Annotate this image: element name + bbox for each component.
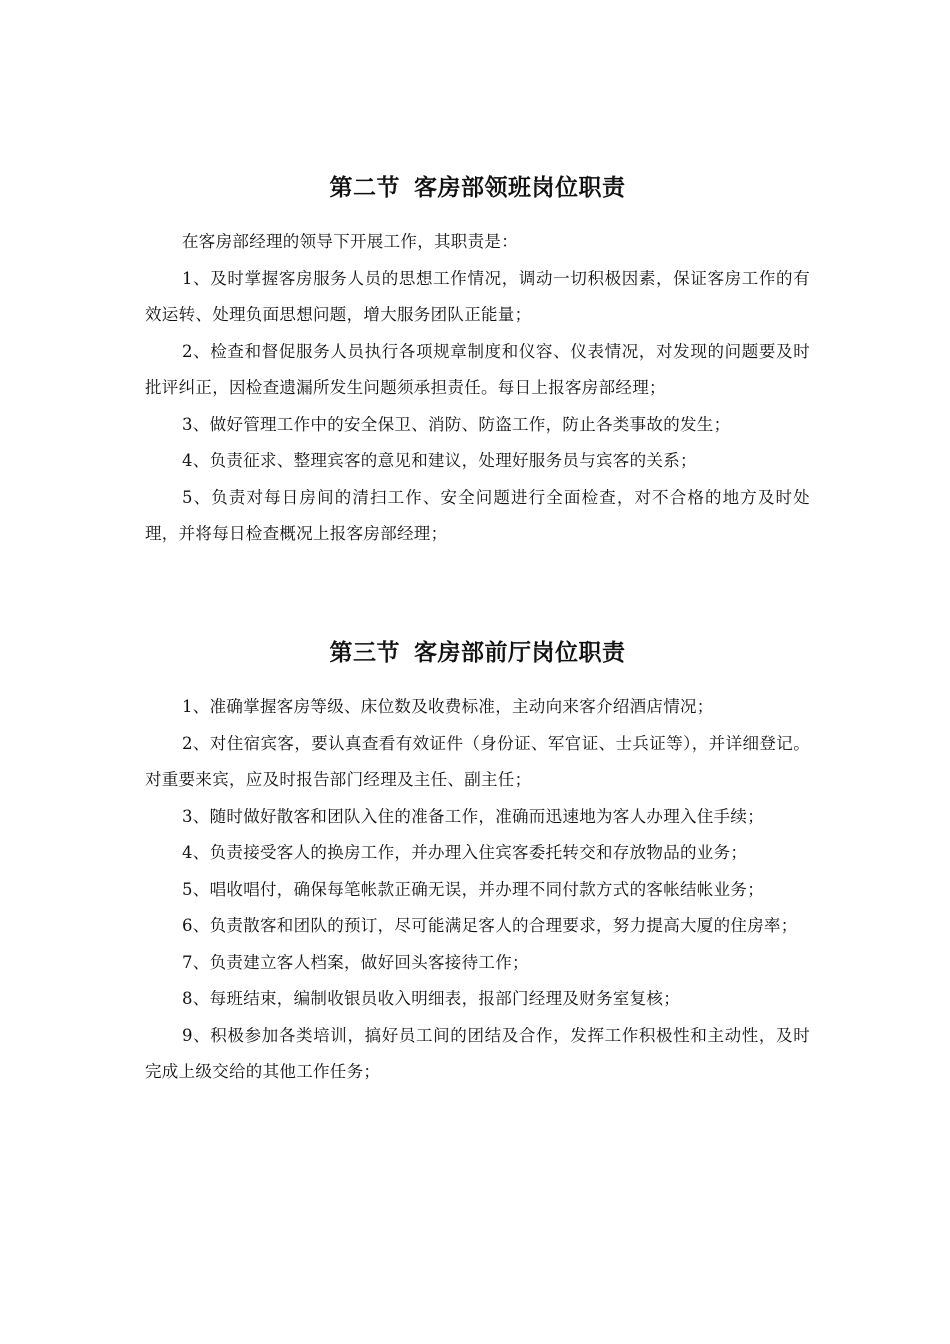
paragraph: 4、负责接受客人的换房工作，并办理入住宾客委托转交和存放物品的业务；	[182, 843, 748, 862]
section-body	[145, 224, 810, 553]
section-title: 客房部领班岗位职责	[414, 175, 626, 201]
paragraph: 2、对住宿宾客，要认真查看有效证件（身份证、军官证、士兵证等），并详细登记。对重要来宾，应及时报告部门经理及主任、副主任；	[145, 733, 810, 789]
paragraph: 5、唱收唱付，确保每笔帐款正确无误，并办理不同付款方式的客帐结帐业务；	[182, 879, 764, 899]
paragraph: 3、做好管理工作中的安全保卫、消防、防盗工作，防止各类事故的发生；	[182, 414, 731, 434]
paragraph: 5、负责对每日房间的清扫工作、安全问题进行全面检查，对不合格的地方及时处理，并将每日检查概况上报客房部经理；	[145, 487, 810, 543]
section-heading	[145, 635, 810, 671]
paragraph: 6、负责散客和团队的预订，尽可能满足客人的合理要求，努力提高大厦的住房率；	[182, 916, 798, 935]
paragraph: 在客房部经理的领导下开展工作，其职责是：	[182, 232, 518, 251]
paragraph: 3、随时做好散客和团队入住的准备工作，准确而迅速地为客人办理入住手续；	[182, 806, 764, 826]
section-title: 客房部前厅岗位职责	[414, 640, 626, 666]
paragraph: 1、准确掌握客房等级、床位数及收费标准，主动向来客介绍酒店情况；	[182, 697, 714, 716]
paragraph: 7、负责建立客人档案，做好回头客接待工作；	[182, 952, 529, 972]
paragraph: 1、及时掌握客房服务人员的思想工作情况，调动一切积极因素，保证客房工作的有效运转、处理负面思想问题，增大服务团队正能量；	[145, 268, 810, 324]
paragraph: 2、检查和督促服务人员执行各项规章制度和仪容、仪表情况，对发现的问题要及时批评纠正，因检查遗漏所发生问题须承担责任。每日上报客房部经理；	[145, 341, 810, 397]
section-team-leader-duties	[145, 170, 810, 553]
section-front-desk-duties	[145, 635, 810, 1091]
section-number: 第二节	[329, 175, 400, 201]
paragraph: 4、负责征求、整理宾客的意见和建议，处理好服务员与宾客的关系；	[182, 451, 697, 470]
section-heading	[145, 170, 810, 206]
paragraph: 8、每班结束，编制收银员收入明细表，报部门经理及财务室复核；	[182, 989, 680, 1008]
section-body	[145, 689, 810, 1091]
section-number: 第三节	[329, 640, 400, 666]
paragraph: 9、积极参加各类培训，搞好员工间的团结及合作，发挥工作积极性和主动性，及时完成上级交给的其他工作任务；	[145, 1025, 810, 1081]
